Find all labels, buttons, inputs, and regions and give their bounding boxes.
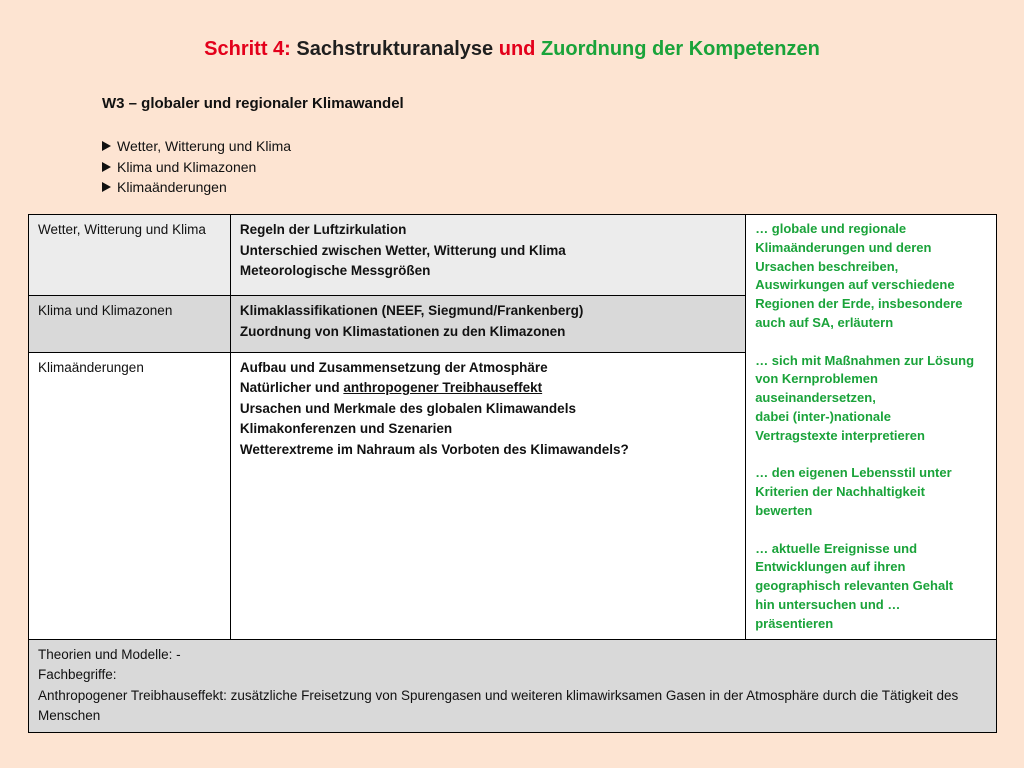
topic-cell: Klima und Klimazonen <box>29 296 231 352</box>
competence-paragraph: … globale und regionale Klimaänderungen und deren Ursachen beschreiben, Auswirkungen auf verschiedene Regionen der Erde, insbesondere auch auf SA, erläutern <box>755 221 963 330</box>
footer-cell: Theorien und Modelle: - Fachbegriffe: Anthropogener Treibhauseffekt: zusätzliche Freisetzung von Spurengasen und weiteren klimawirksamen Gasen in der Atmosphäre durch die Tätigkeit des Menschen <box>29 639 997 732</box>
list-item: Klima und Klimazonen <box>102 157 291 178</box>
topic-list <box>102 136 291 198</box>
page-title <box>0 38 1024 61</box>
list-item: Klimaänderungen <box>102 177 291 198</box>
competence-paragraph: … aktuelle Ereignisse und Entwicklungen auf ihren geographisch relevanten Gehalt hin untersuchen und … präsentieren <box>755 540 954 631</box>
table-row <box>29 215 997 296</box>
title-step: Schritt 4: <box>204 38 291 60</box>
content-cell: Regeln der Luftzirkulation Unterschied zwischen Wetter, Witterung und Klima Meteorologische Messgrößen <box>230 215 745 296</box>
competences-cell <box>746 215 997 640</box>
content-table <box>28 214 997 733</box>
competence-paragraph: … sich mit Maßnahmen zur Lösung von Kernproblemen auseinandersetzen, dabei (inter-)nationale Vertragstexte interpretieren <box>755 352 975 443</box>
arrow-bullet-icon <box>102 141 111 151</box>
arrow-bullet-icon <box>102 182 111 192</box>
underlined-term: anthropogener Treibhauseffekt <box>343 380 543 396</box>
title-competences: Zuordnung der Kompetenzen <box>540 38 820 60</box>
arrow-bullet-icon <box>102 162 111 172</box>
section-subtitle: W3 – globaler und regionaler Klimawandel <box>102 95 404 112</box>
topic-cell: Klimaänderungen <box>29 352 231 639</box>
competence-paragraph: … den eigenen Lebensstil unter Kriterien der Nachhaltigkeit bewerten <box>755 465 952 518</box>
topic-cell: Wetter, Witterung und Klima <box>29 215 231 296</box>
table-row <box>29 639 997 732</box>
content-cell: Aufbau und Zusammensetzung der Atmosphäre Natürlicher und anthropogener Treibhauseffekt Ursachen und Merkmale des globalen Klimawandels Klimakonferenzen und Szenarien Wetterextreme im Nahraum als Vorboten des Klimawandels? <box>230 352 745 639</box>
title-and: und <box>498 38 536 60</box>
title-analysis: Sachstrukturanalyse <box>296 38 494 60</box>
content-cell: Klimaklassifikationen (NEEF, Siegmund/Frankenberg) Zuordnung von Klimastationen zu den Klimazonen <box>230 296 745 352</box>
list-item: Wetter, Witterung und Klima <box>102 136 291 157</box>
